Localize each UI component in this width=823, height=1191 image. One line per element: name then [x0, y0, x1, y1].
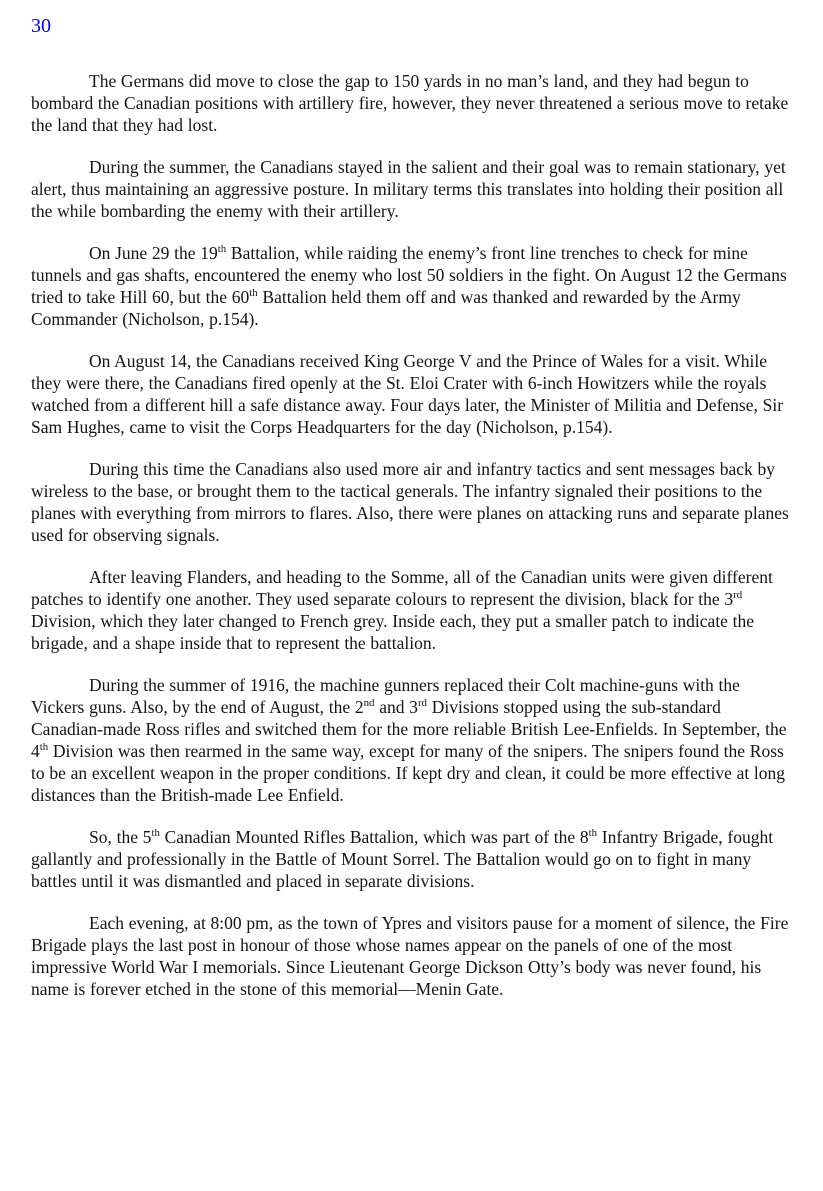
paragraph: [31, 156, 792, 222]
paragraph-text: Battalion held them off and was thanked and rewarded by the Army Commander (Nicholson, p.154).: [31, 287, 741, 329]
paragraph-text: During the summer of 1916, the machine gunners replaced their Colt machine-guns with the Vickers guns. Also, by the end of August, the 2: [31, 675, 740, 717]
paragraph-text: On June 29 the 19: [89, 243, 218, 263]
paragraph: [31, 458, 792, 546]
paragraph-text: On August 14, the Canadians received King George V and the Prince of Wales for a visit. While they were there, the Canadians fired openly at the St. Eloi Crater with 6-inch Howitzers while the royals watched from a different hill a safe distance away. Four days later, the Minister of Militia and Defense, Sir Sam Hughes, came to visit the Corps Headquarters for the day (Nicholson, p.154).: [31, 351, 784, 437]
paragraph: [31, 912, 792, 1000]
paragraph: [31, 566, 792, 654]
paragraph-text: Battalion, while raiding the enemy’s front line trenches to check for mine tunnels and gas shafts, encountered the enemy who lost 50 soldiers in the fight. On August 12 the Germans tried to take Hill 60, but the 60: [31, 243, 787, 307]
paragraph-text: So, the 5: [89, 827, 152, 847]
paragraph-text: Division was then rearmed in the same way, except for many of the snipers. The snipers found the Ross to be an excellent weapon in the proper conditions. If kept dry and clean, it could be more effective at long distances than the British-made Lee Enfield.: [31, 741, 786, 805]
ordinal-superscript: th: [39, 741, 49, 754]
ordinal-superscript: nd: [363, 697, 375, 710]
ordinal-superscript: rd: [733, 589, 743, 602]
paragraph-text: After leaving Flanders, and heading to the Somme, all of the Canadian units were given different patches to identify one another. They used separate colours to represent the division, black for the 3: [31, 567, 773, 609]
paragraph-text: The Germans did move to close the gap to 150 yards in no man’s land, and they had begun to bombard the Canadian positions with artillery fire, however, they never threatened a serious move to retake the land that they had lost.: [31, 71, 789, 135]
paragraph: [31, 826, 792, 892]
paragraph-text: Divisions stopped using the sub-standard Canadian-made Ross rifles and switched them for the more reliable British Lee-Enfields. In September, the 4: [31, 697, 787, 761]
page-number: 30: [31, 15, 51, 37]
paragraph: [31, 674, 792, 806]
ordinal-superscript: rd: [417, 697, 427, 710]
ordinal-superscript: th: [151, 827, 160, 840]
paragraph-text: and 3: [374, 697, 418, 717]
paragraph-text: During this time the Canadians also used more air and infantry tactics and sent messages back by wireless to the base, or brought them to the tactical generals. The infantry signaled their positions to the planes with everything from mirrors to flares. Also, there were planes on attacking runs and separate planes used for observing signals.: [31, 459, 789, 545]
paragraph: [31, 350, 792, 438]
paragraph-text: During the summer, the Canadians stayed in the salient and their goal was to remain stationary, yet alert, thus maintaining an aggressive posture. In military terms this translates into holding their position all the while bombarding the enemy with their artillery.: [31, 157, 786, 221]
paragraph-text: Each evening, at 8:00 pm, as the town of Ypres and visitors pause for a moment of silence, the Fire Brigade plays the last post in honour of those whose names appear on the panels of one of the most impressive World War I memorials. Since Lieutenant George Dickson Otty’s body was never found, his name is forever etched in the stone of this memorial—Menin Gate.: [31, 913, 789, 999]
ordinal-superscript: th: [217, 243, 227, 256]
paragraph-text: Infantry Brigade, fought gallantly and professionally in the Battle of Mount Sorrel. The Battalion would go on to fight in many battles until it was dismantled and placed in separate divisions.: [31, 827, 774, 891]
paragraph-text: Division, which they later changed to French grey. Inside each, they put a smaller patch to indicate the brigade, and a shape inside that to represent the battalion.: [31, 611, 755, 653]
ordinal-superscript: th: [249, 287, 258, 300]
paragraph: [31, 70, 792, 136]
ordinal-superscript: th: [588, 827, 598, 840]
document-body: [31, 70, 792, 1000]
paragraph-text: Canadian Mounted Rifles Battalion, which was part of the 8: [159, 827, 589, 847]
paragraph: [31, 242, 792, 330]
